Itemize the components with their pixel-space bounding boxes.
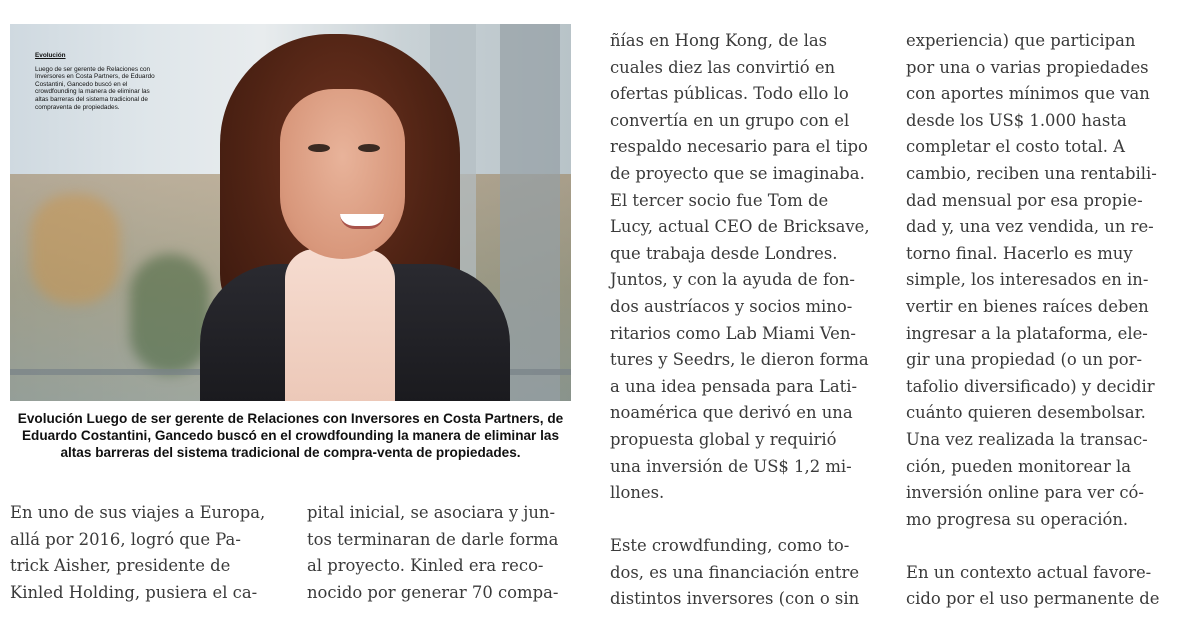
text-line: que trabaja desde Londres. xyxy=(610,243,838,263)
inset-text: Luego de ser gerente de Relaciones con Inversores en Costa Partners, de Eduardo Costantini, Gancedo buscó en el crowdfounding la manera de eliminar las altas barreras del sistema tradicional de compraventa de propiedades. xyxy=(35,65,155,111)
portrait-face xyxy=(280,89,405,259)
text-line: cuánto quieren desembolsar. xyxy=(906,403,1146,423)
text-line: ción, pueden monitorear la xyxy=(906,456,1132,476)
text-line: ofertas públicas. Todo ello lo xyxy=(610,84,849,104)
text-line: con aportes mínimos que van xyxy=(906,84,1150,104)
text-line: cuales diez las convirtió en xyxy=(610,57,836,77)
text-line: cido por el uso permanente de xyxy=(906,589,1160,609)
text-line: una inversión de US$ 1,2 mi- xyxy=(610,456,852,476)
text-line: torno final. Hacerlo es muy xyxy=(906,243,1133,263)
text-line: Lucy, actual CEO de Bricksave, xyxy=(610,217,870,237)
text-line: ritarios como Lab Miami Ven- xyxy=(610,323,856,343)
text-line: por una o varias propiedades xyxy=(906,57,1149,77)
text-line: noamérica que derivó en una xyxy=(610,403,853,423)
photo-inset-caption xyxy=(35,52,160,111)
portrait-eye xyxy=(308,144,330,152)
text-line: simple, los interesados en in- xyxy=(906,270,1149,290)
text-line: a una idea pensada para Lati- xyxy=(610,376,858,396)
text-line: trick Aisher, presidente de xyxy=(10,556,231,576)
text-column-4 xyxy=(906,28,1186,613)
text-line: propuesta global y requirió xyxy=(610,429,837,449)
text-line: de proyecto que se imaginaba. xyxy=(610,163,865,183)
text-column-1 xyxy=(10,500,280,606)
portrait-eye xyxy=(358,144,380,152)
text-line: En un contexto actual favore- xyxy=(906,562,1152,582)
text-line: gir una propiedad (o un por- xyxy=(906,350,1142,370)
text-line: dos austríacos y socios mino- xyxy=(610,296,853,316)
text-line: tures y Seedrs, le dieron forma xyxy=(610,350,869,370)
photo-caption: Evolución Luego de ser gerente de Relaciones con Inversores en Costa Partners, de Eduardo Costantini, Gancedo buscó en el crowdfounding la manera de eliminar las altas barreras del sistema tradicional de compra-venta de propiedades. xyxy=(17,411,564,460)
text-line: respaldo necesario para el tipo xyxy=(610,137,868,157)
text-line: ingresar a la plataforma, ele- xyxy=(906,323,1148,343)
text-column-2 xyxy=(307,500,577,606)
text-line: cambio, reciben una rentabili- xyxy=(906,163,1157,183)
text-line: dad y, una vez vendida, un re- xyxy=(906,217,1154,237)
text-line: inversión online para ver có- xyxy=(906,483,1144,503)
paragraph-break xyxy=(906,533,1186,560)
text-line: al proyecto. Kinled era reco- xyxy=(307,556,544,576)
text-line: convertía en un grupo con el xyxy=(610,110,850,130)
text-line: El tercer socio fue Tom de xyxy=(610,190,829,210)
paragraph-break xyxy=(610,507,880,534)
portrait-woman xyxy=(180,34,520,401)
text-line: Este crowdfunding, como to- xyxy=(610,536,850,556)
text-line: llones. xyxy=(610,483,665,503)
text-line: dad mensual por esa propie- xyxy=(906,190,1143,210)
text-line: pital inicial, se asociara y jun- xyxy=(307,503,556,522)
text-line: desde los US$ 1.000 hasta xyxy=(906,110,1127,130)
text-line: ñías en Hong Kong, de las xyxy=(610,31,828,50)
text-line: experiencia) que participan xyxy=(906,31,1136,50)
text-line: tafolio diversificado) y decidir xyxy=(906,376,1155,396)
portrait-scarf xyxy=(285,249,395,401)
text-line: tos terminaran de darle forma xyxy=(307,529,559,549)
text-line: En uno de sus viajes a Europa, xyxy=(10,503,266,522)
text-line: completar el costo total. A xyxy=(906,137,1126,157)
article-photo xyxy=(10,24,571,401)
text-line: Una vez realizada la transac- xyxy=(906,429,1148,449)
photo-background-foliage xyxy=(30,194,120,304)
text-line: mo progresa su operación. xyxy=(906,509,1129,529)
text-line: Juntos, y con la ayuda de fon- xyxy=(610,270,855,290)
text-line: vertir en bienes raíces deben xyxy=(906,296,1149,316)
text-line: dos, es una financiación entre xyxy=(610,562,860,582)
inset-title: Evolución xyxy=(35,52,66,59)
text-line: distintos inversores (con o sin xyxy=(610,589,860,609)
text-column-3 xyxy=(610,28,880,613)
text-line: allá por 2016, logró que Pa- xyxy=(10,529,241,549)
text-line: nocido por generar 70 compa- xyxy=(307,582,559,602)
text-line: Kinled Holding, pusiera el ca- xyxy=(10,582,258,602)
